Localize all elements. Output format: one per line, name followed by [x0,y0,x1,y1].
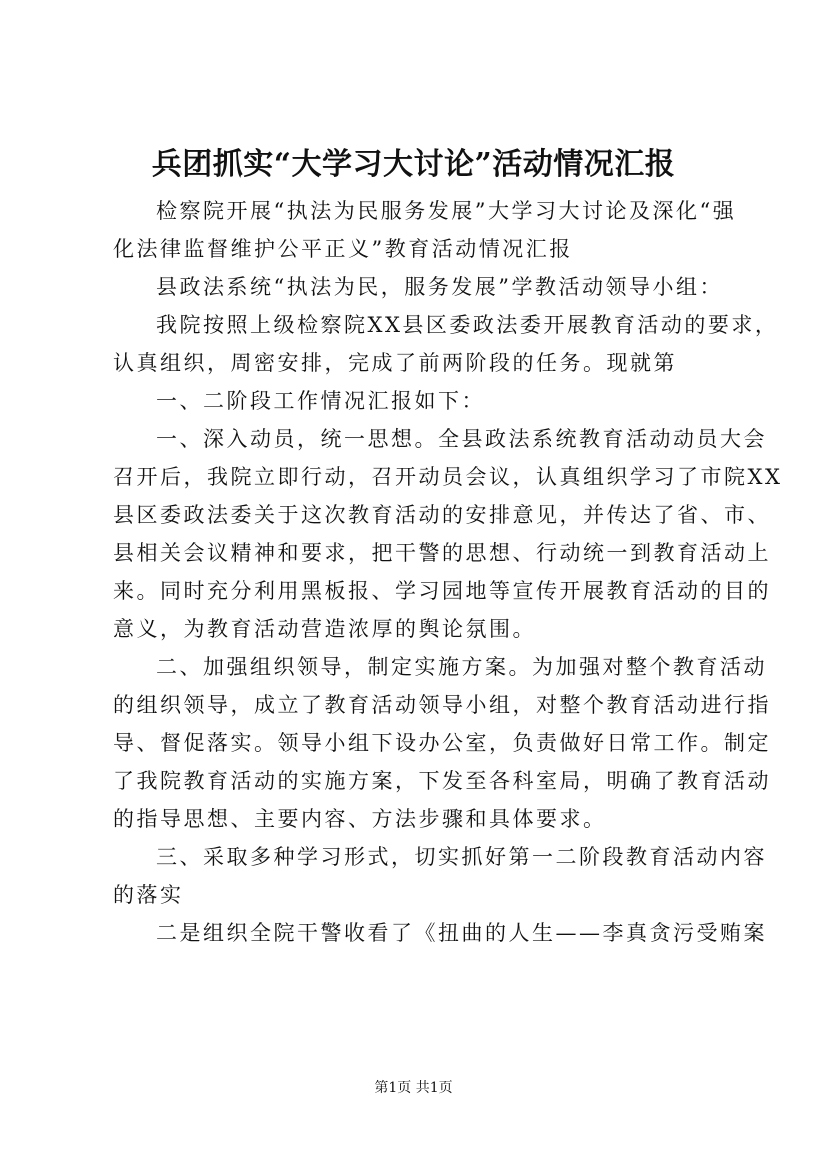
paragraph-line: 来。同时充分利用黑板报、学习园地等宣传开展教育活动的目的 [113,579,771,603]
paragraph-line: 我院按照上级检察院XX县区委政法委开展教育活动的要求， [156,313,779,337]
paragraph-line: 县政法系统“执法为民，服务发展”学教活动领导小组： [156,275,723,299]
document-body [113,192,783,952]
paragraph-line: 二是组织全院干警收看了《扭曲的人生——李真贪污受贿案 [156,921,767,945]
paragraph-line: 的落实 [113,883,184,907]
paragraph-line: 二、加强组织领导，制定实施方案。为加强对整个教育活动 [156,655,767,679]
paragraph-line: 一、深入动员，统一思想。全县政法系统教育活动动员大会 [156,427,767,451]
paragraph-line: 一、二阶段工作情况汇报如下： [156,389,485,413]
paragraph-line: 召开后，我院立即行动，召开动员会议，认真组织学习了市院XX [113,465,783,489]
paragraph-line: 检察院开展“执法为民服务发展”大学习大讨论及深化“强 [156,199,737,223]
paragraph-line: 导、督促落实。领导小组下设办公室，负责做好日常工作。制定 [113,731,771,755]
paragraph-line: 的组织领导，成立了教育活动领导小组，对整个教育活动进行指 [113,693,771,717]
paragraph-line: 县区委政法委关于这次教育活动的安排意见，并传达了省、市、 [113,503,771,527]
document-title: 兵团抓实“大学习大讨论”活动情况汇报 [151,147,676,182]
paragraph-line: 县相关会议精神和要求，把干警的思想、行动统一到教育活动上 [113,541,771,565]
paragraph-line: 认真组织，周密安排，完成了前两阶段的任务。现就第 [113,351,677,375]
paragraph-line: 化法律监督维护公平正义”教育活动情况汇报 [113,237,573,261]
paragraph-line: 三、采取多种学习形式，切实抓好第一二阶段教育活动内容 [156,845,767,869]
paragraph-line: 意义，为教育活动营造浓厚的舆论氛围。 [113,617,536,641]
page-footer: 第1页 共1页 [374,1080,453,1096]
paragraph-line: 的指导思想、主要内容、方法步骤和具体要求。 [113,807,607,831]
paragraph-line: 了我院教育活动的实施方案，下发至各科室局，明确了教育活动 [113,769,771,793]
